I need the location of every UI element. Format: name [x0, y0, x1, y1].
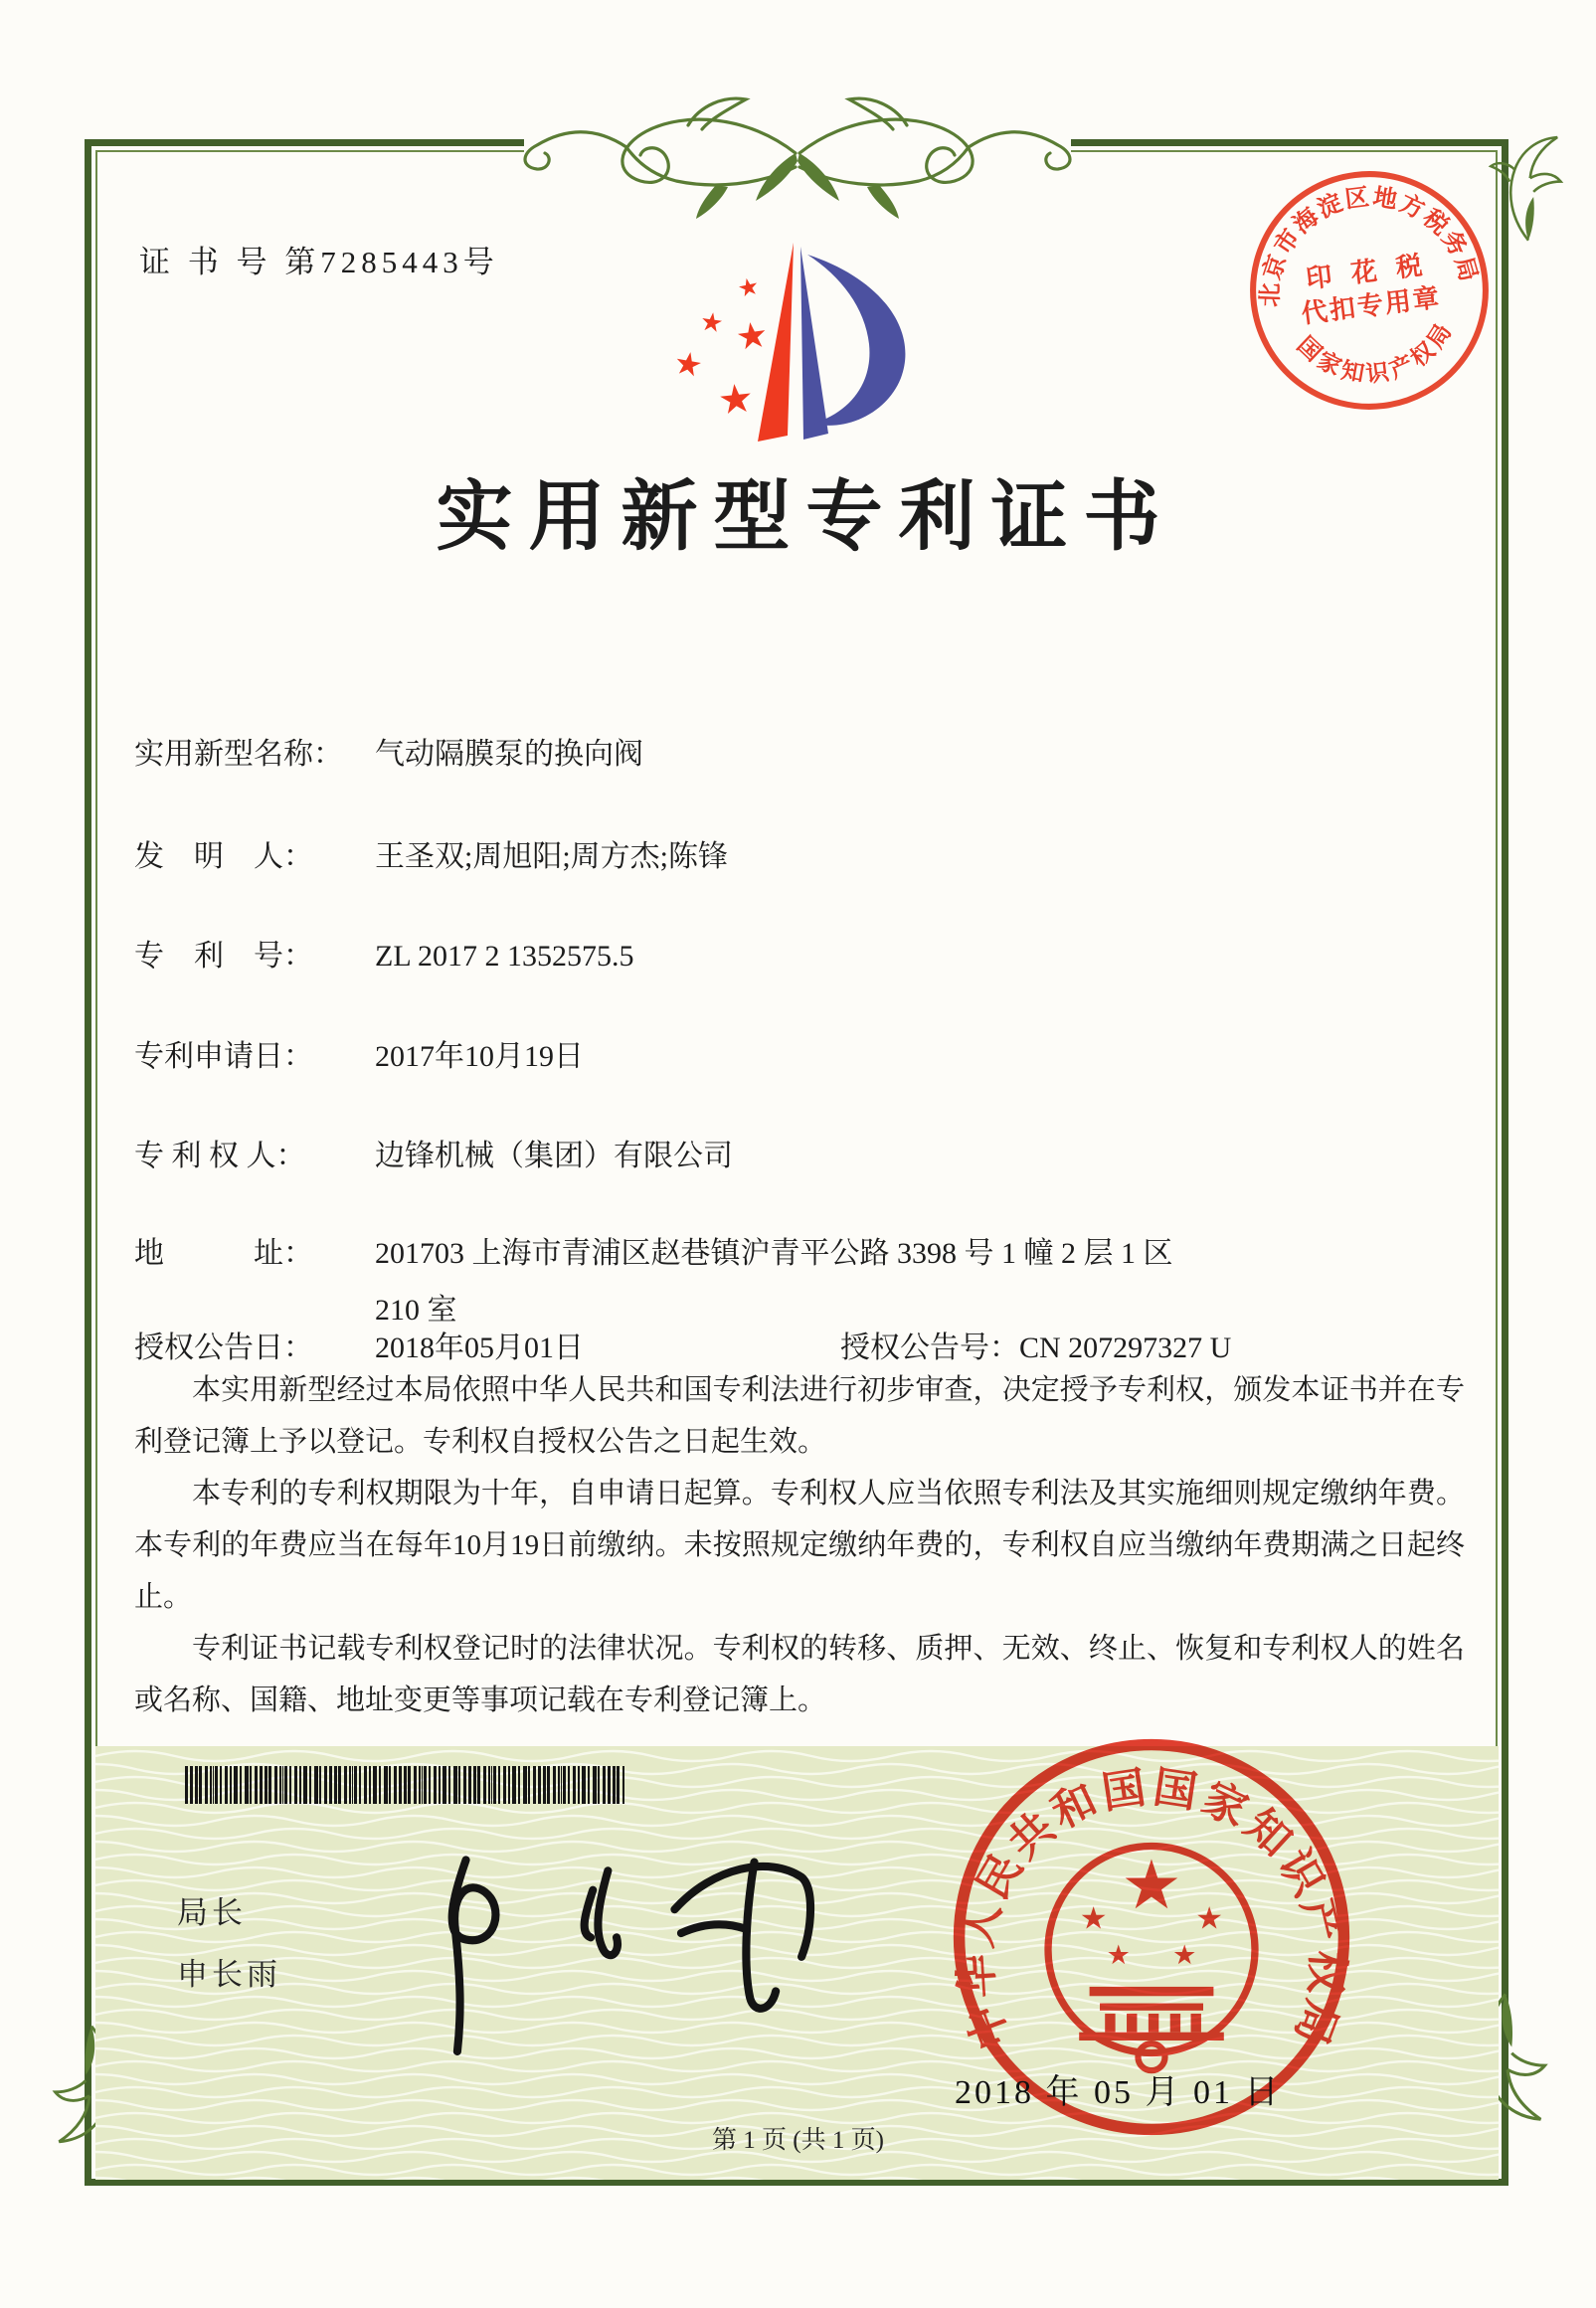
corner-ornament-top-right	[1486, 125, 1571, 245]
field-value: 王圣双;周旭阳;周方杰;陈锋	[375, 840, 729, 873]
svg-text:★: ★	[1106, 1940, 1131, 1971]
svg-text:★: ★	[1121, 1847, 1182, 1923]
field-value: 2017年10月19日	[375, 1040, 584, 1073]
field-patentee	[134, 1131, 733, 1174]
svg-text:★: ★	[1079, 1900, 1108, 1936]
svg-text:北京市海淀区地方税务局	[1243, 171, 1483, 310]
field-patent-number	[134, 931, 634, 975]
document-title: 实用新型专利证书	[436, 474, 1176, 560]
field-utility-model-name	[134, 729, 643, 773]
legal-paragraph-1: 本实用新型经过本局依照中华人民共和国专利法进行初步审查，决定授予专利权，颁发本证书并在专利登记簿上予以登记。专利权自授权公告之日起生效。	[134, 1374, 1465, 1458]
field-label: 专 利 权 人：	[134, 1140, 306, 1172]
seal-arc-text: 中华人民共和国国家知识产权局	[952, 1763, 1351, 2055]
field-value: 2018年05月01日	[375, 1332, 584, 1364]
director-autograph	[396, 1828, 863, 2064]
field-address-line2: 210 室	[375, 1294, 457, 1327]
field-label: 授权公告日：	[134, 1332, 313, 1364]
logo-star-icon: ★	[735, 273, 762, 303]
logo-star-icon: ★	[698, 306, 726, 339]
signer-title: 局长	[177, 1895, 247, 1930]
field-address	[134, 1228, 1173, 1272]
field-label: 发 明 人：	[134, 840, 313, 873]
stamp-duty-seal	[1226, 147, 1512, 434]
signer-name: 申长雨	[177, 1957, 281, 1992]
tax-stamp-center-line2: 代扣专用章	[1300, 281, 1443, 329]
field-label: 专利申请日：	[134, 1040, 313, 1073]
logo-star-icon: ★	[671, 343, 706, 385]
barcode	[185, 1766, 624, 1804]
logo-p-mark	[638, 219, 947, 455]
cnipa-logo	[638, 219, 947, 455]
field-grant-number	[840, 1323, 1231, 1366]
national-emblem	[1048, 1846, 1255, 2070]
certificate-number: 证 书 号 第7285443号	[139, 245, 499, 279]
logo-star-icon: ★	[715, 375, 757, 424]
field-inventors	[134, 831, 728, 875]
field-value: 201703 上海市青浦区赵巷镇沪青平公路 3398 号 1 幢 2 层 1 区	[375, 1237, 1173, 1270]
field-label: 地 址：	[134, 1237, 313, 1270]
field-value: CN 207297327 U	[1019, 1332, 1232, 1364]
legal-paragraph-2: 本专利的专利权期限为十年，自申请日起算。专利权人应当依照专利法及其实施细则规定缴纳年费。本专利的年费应当在每年10月19日前缴纳。未按照规定缴纳年费的，专利权自应当缴纳年费期满之日起终止。	[134, 1478, 1465, 1613]
field-value: 边锋机械（集团）有限公司	[375, 1140, 733, 1172]
svg-text:★: ★	[1172, 1940, 1197, 1971]
field-value: ZL 2017 2 1352575.5	[375, 940, 634, 973]
legal-paragraph-3: 专利证书记载专利权登记时的法律状况。专利权的转移、质押、无效、终止、恢复和专利权人的姓名或名称、国籍、地址变更等事项记载在专利登记簿上。	[134, 1633, 1465, 1716]
page-number: 第 1 页 (共 1 页)	[712, 2127, 884, 2154]
field-grant-date	[134, 1323, 584, 1366]
field-value: 气动隔膜泵的换向阀	[375, 738, 643, 771]
tax-stamp-center-line1: 印 花 税	[1304, 249, 1430, 294]
top-flourish-ornament	[479, 88, 1116, 223]
field-label: 授权公告号：	[840, 1332, 1019, 1364]
logo-star-icon: ★	[733, 313, 771, 359]
tax-stamp-bottom-text: 国家知识产权局	[1292, 315, 1459, 388]
svg-text:★: ★	[1195, 1900, 1224, 1936]
legal-text	[134, 1364, 1465, 1726]
field-label: 专 利 号：	[134, 940, 313, 973]
seal-date: 2018 年 05 月 01 日	[955, 2074, 1282, 2111]
field-filing-date	[134, 1031, 584, 1075]
field-label: 实用新型名称：	[134, 738, 343, 771]
tax-stamp-top-text: 北京市海淀区地方税务局	[1256, 183, 1483, 308]
